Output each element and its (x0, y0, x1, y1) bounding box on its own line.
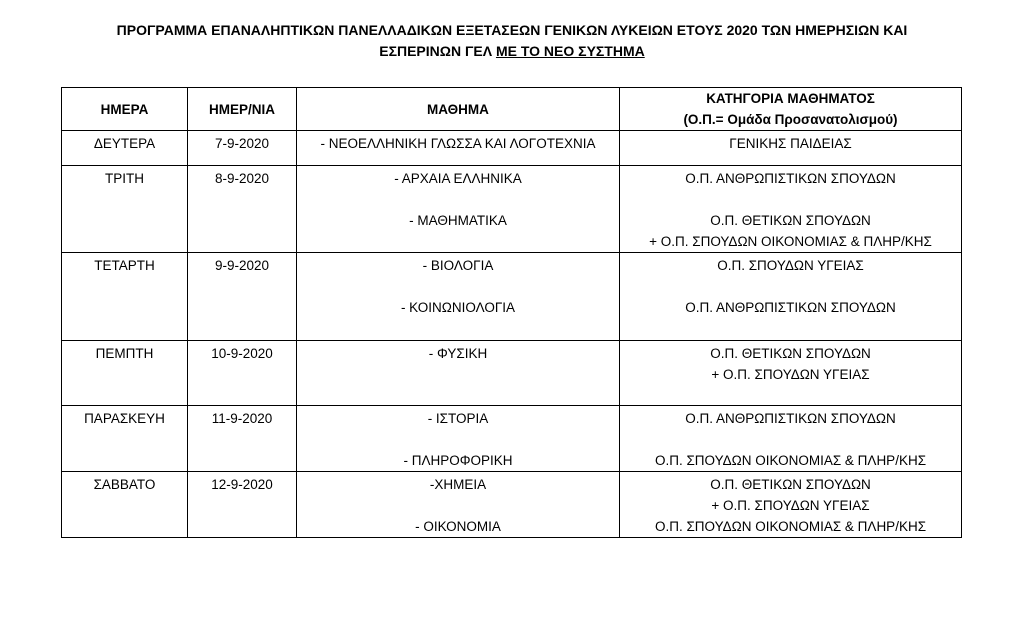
title-underlined-text: ΜΕ ΤΟ ΝΕΟ ΣΥΣΤΗΜΑ (495, 43, 645, 59)
category-entry: + Ο.Π. ΣΠΟΥΔΩΝ ΥΓΕΙΑΣ (711, 498, 870, 513)
table-row (62, 406, 962, 472)
document-title (60, 19, 964, 61)
cell-date: 9-9-2020 (188, 253, 297, 341)
cell-day: ΔΕΥΤΕΡΑ (62, 131, 188, 166)
cell-day: ΣΑΒΒΑΤΟ (62, 472, 188, 538)
subject-entry: - ΜΑΘΗΜΑΤΙΚΑ (409, 213, 507, 228)
table-row (62, 472, 962, 538)
subject-entry: - ΙΣΤΟΡΙΑ (427, 411, 489, 426)
table-row (62, 166, 962, 253)
cell-date: 8-9-2020 (188, 166, 297, 253)
category-entry: Ο.Π. ΑΝΘΡΩΠΙΣΤΙΚΩΝ ΣΠΟΥΔΩΝ (685, 300, 896, 315)
header-category-line-1: ΚΑΤΗΓΟΡΙΑ ΜΑΘΗΜΑΤΟΣ (706, 91, 875, 106)
category-entry: Ο.Π. ΘΕΤΙΚΩΝ ΣΠΟΥΔΩΝ (710, 346, 871, 361)
cell-day: ΤΡΙΤΗ (62, 166, 188, 253)
cell-category (620, 131, 962, 166)
category-entry: Ο.Π. ΑΝΘΡΩΠΙΣΤΙΚΩΝ ΣΠΟΥΔΩΝ (685, 171, 896, 186)
cell-day: ΠΑΡΑΣΚΕΥΗ (62, 406, 188, 472)
category-entry: ΓΕΝΙΚΗΣ ΠΑΙΔΕΙΑΣ (729, 136, 852, 151)
table-row (62, 131, 962, 166)
table-row (62, 253, 962, 341)
subject-entry: - ΑΡΧΑΙΑ ΕΛΛΗΝΙΚΑ (394, 171, 522, 186)
table-row (62, 341, 962, 406)
category-entry: Ο.Π. ΣΠΟΥΔΩΝ ΟΙΚΟΝΟΜΙΑΣ & ΠΛΗΡ/ΚΗΣ (654, 519, 927, 534)
title-line-2 (60, 40, 964, 61)
category-entry: Ο.Π. ΣΠΟΥΔΩΝ ΥΓΕΙΑΣ (717, 258, 864, 273)
subject-entry: - ΒΙΟΛΟΓΙΑ (422, 258, 494, 273)
table-header-row (62, 88, 962, 131)
category-entry: Ο.Π. ΘΕΤΙΚΩΝ ΣΠΟΥΔΩΝ (710, 213, 871, 228)
header-category (620, 88, 962, 131)
cell-category (620, 406, 962, 472)
header-category-line-2: (Ο.Π.= Ομάδα Προσανατολισμού) (683, 112, 898, 127)
cell-date: 11-9-2020 (188, 406, 297, 472)
cell-subject (297, 472, 620, 538)
title-line-2-prefix: ΕΣΠΕΡΙΝΩΝ ΓΕΛ (379, 43, 493, 59)
category-entry: + Ο.Π. ΣΠΟΥΔΩΝ ΥΓΕΙΑΣ (711, 367, 870, 382)
cell-date: 7-9-2020 (188, 131, 297, 166)
category-entry: Ο.Π. ΑΝΘΡΩΠΙΣΤΙΚΩΝ ΣΠΟΥΔΩΝ (685, 411, 896, 426)
cell-date: 10-9-2020 (188, 341, 297, 406)
category-entry: Ο.Π. ΘΕΤΙΚΩΝ ΣΠΟΥΔΩΝ (710, 477, 871, 492)
subject-entry: - ΟΙΚΟΝΟΜΙΑ (415, 519, 501, 534)
cell-day: ΤΕΤΑΡΤΗ (62, 253, 188, 341)
category-entry: Ο.Π. ΣΠΟΥΔΩΝ ΟΙΚΟΝΟΜΙΑΣ & ΠΛΗΡ/ΚΗΣ (654, 453, 927, 468)
cell-category (620, 472, 962, 538)
subject-entry: -ΧΗΜΕΙΑ (429, 477, 487, 492)
exam-schedule-table (61, 87, 962, 538)
cell-category (620, 341, 962, 406)
cell-category (620, 166, 962, 253)
cell-date: 12-9-2020 (188, 472, 297, 538)
subject-entry: - ΚΟΙΝΩΝΙΟΛΟΓΙΑ (400, 300, 516, 315)
cell-subject (297, 253, 620, 341)
cell-subject (297, 131, 620, 166)
cell-subject (297, 341, 620, 406)
title-line-1: ΠΡΟΓΡΑΜΜΑ ΕΠΑΝΑΛΗΠΤΙΚΩΝ ΠΑΝΕΛΛΑΔΙΚΩΝ ΕΞΕΤΑΣΕΩΝ ΓΕΝΙΚΩΝ ΛΥΚΕΙΩΝ ΕΤΟΥΣ 2020 ΤΩΝ ΗΜΕΡΗΣΙΩΝ ΚΑΙ (116, 22, 908, 38)
header-day: ΗΜΕΡΑ (62, 88, 188, 131)
cell-category (620, 253, 962, 341)
header-date: ΗΜΕΡ/ΝΙΑ (188, 88, 297, 131)
header-subject: ΜΑΘΗΜΑ (297, 88, 620, 131)
category-entry: + Ο.Π. ΣΠΟΥΔΩΝ ΟΙΚΟΝΟΜΙΑΣ & ΠΛΗΡ/ΚΗΣ (649, 234, 932, 249)
subject-entry: - ΠΛΗΡΟΦΟΡΙΚΗ (403, 453, 513, 468)
cell-subject (297, 166, 620, 253)
subject-entry: - ΝΕΟΕΛΛΗΝΙΚΗ ΓΛΩΣΣΑ ΚΑΙ ΛΟΓΟΤΕΧΝΙΑ (320, 136, 596, 151)
cell-day: ΠΕΜΠΤΗ (62, 341, 188, 406)
subject-entry: - ΦΥΣΙΚΗ (428, 346, 488, 361)
cell-subject (297, 406, 620, 472)
